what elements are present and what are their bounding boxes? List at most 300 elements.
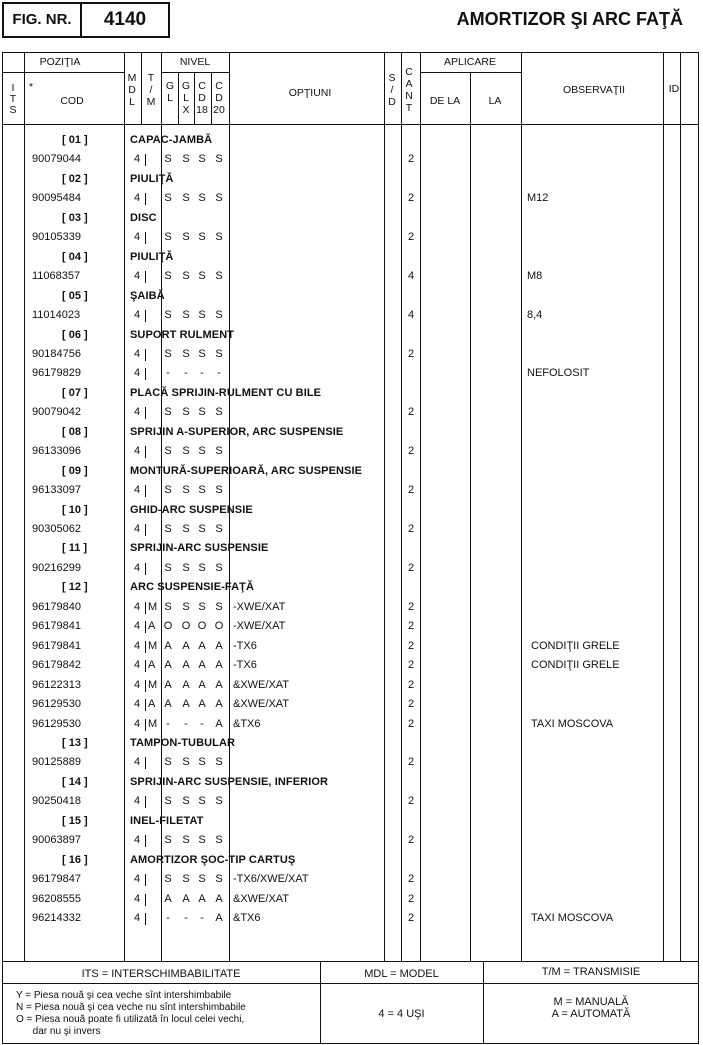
model-value: 4 [134,639,141,652]
level-value: - [200,912,204,924]
figure-number: 4140 [103,9,147,30]
position-number: [ 15 ] [62,814,88,827]
legend-its-title: ITS = INTERSCHIMBABILITATE [81,968,241,980]
row-tick [229,874,230,886]
option-value: &TX6 [233,717,261,730]
part-code: 96214332 [32,912,81,924]
level-value: S [215,309,223,322]
part-code: 96179829 [32,367,81,380]
parts-table [2,52,699,962]
row-tick [145,796,146,808]
row-tick [145,641,146,653]
part-code: 90079042 [32,406,81,419]
level-value: S [164,406,172,419]
row-tick [145,757,146,769]
observation-value: TAXI MOSCOVA [531,912,614,924]
level-value: S [182,834,190,847]
level-value: A [215,717,223,730]
part-code: 96179842 [32,659,81,672]
position-number: [ 02 ] [62,172,88,185]
level-value: A [215,678,223,691]
part-code: 96179847 [32,873,81,886]
level-value: S [198,406,206,419]
level-value: S [164,561,172,574]
level-value: S [198,231,206,244]
level-value: O [214,620,224,633]
level-value: S [182,445,190,458]
quantity-value: 2 [408,912,415,924]
level-value: S [164,192,172,205]
model-value: 4 [134,698,141,711]
level-value: O [163,620,173,633]
grid-vline [663,52,664,962]
group-title: PLACĂ SPRIJIN-RULMENT CU BILE [130,386,322,399]
level-value: S [198,153,206,166]
grid-vline [401,52,402,962]
level-value: S [164,600,172,613]
level-value: A [215,892,223,905]
part-code: 96129530 [32,717,81,730]
row-tick [145,660,146,672]
quantity-value: 2 [408,192,415,205]
level-value: A [215,912,223,924]
part-code: 90105339 [32,231,81,244]
grid-vline [521,52,522,962]
level-value: S [182,873,190,886]
row-tick [229,310,230,322]
page-title: AMORTIZOR ŞI ARC FAŢĂ [456,9,683,29]
col-observatii: OBSERVAŢII [562,84,626,96]
level-value: S [182,347,190,360]
position-number: [ 09 ] [62,464,88,477]
col-star: * [28,81,34,93]
row-tick [229,621,230,633]
level-value: A [215,659,223,672]
row-tick [145,446,146,458]
quantity-value: 2 [408,892,415,905]
row-tick [229,349,230,361]
position-number: [ 16 ] [62,853,88,866]
group-title: SPRIJIN A-SUPERIOR, ARC SUSPENSIE [130,425,344,438]
grid-vline [384,52,385,962]
quantity-value: 4 [408,270,415,283]
row-tick [145,719,146,731]
grid-hline [2,72,124,73]
quantity-value: 2 [408,347,415,360]
observation-value: NEFOLOSIT [527,367,590,380]
position-number: [ 11 ] [62,542,88,555]
row-tick [145,368,146,380]
level-value: S [164,270,172,283]
col-cd18: C D 18 [196,80,208,116]
level-value: S [164,484,172,497]
level-value: S [182,756,190,769]
level-value: - [200,367,204,380]
level-value: S [182,523,190,535]
col-de-la: DE LA [429,95,461,107]
level-value: S [215,834,223,847]
part-code: 90216299 [32,561,81,574]
quantity-value: 2 [408,698,415,711]
figure-number-box [2,2,170,38]
legend-mdl-value: 4 = 4 UŞI [378,1008,425,1020]
grid-hline [420,72,521,73]
level-value: S [182,406,190,419]
part-code: 90184756 [32,347,81,360]
level-value: S [182,561,190,574]
level-value: S [198,756,206,769]
quantity-value: 2 [408,873,415,886]
model-value: 4 [134,270,141,283]
level-value: S [164,347,172,360]
row-tick [145,232,146,244]
row-tick [145,349,146,361]
col-glx: G L X [181,80,191,116]
level-value: S [198,484,206,497]
part-code: 96179841 [32,639,81,652]
group-title: AMORTIZOR ŞOC-TIP CARTUŞ [130,853,296,866]
model-value: 4 [134,523,141,535]
group-title: ARC SUSPENSIE-FAŢĂ [130,581,255,594]
col-aplicare: APLICARE [444,56,496,68]
level-value: A [198,698,206,711]
level-value: A [215,698,223,711]
transmission-value: M [148,717,158,730]
level-value: A [182,678,190,691]
group-title: SPRIJIN-ARC SUSPENSIE, INFERIOR [130,775,329,788]
grid-hline [2,124,699,125]
col-its: I T S [9,82,17,116]
group-title: SPRIJIN-ARC SUSPENSIE [130,542,269,555]
level-value: A [182,659,190,672]
level-value: S [215,873,223,886]
group-title: GHID-ARC SUSPENSIE [130,503,253,516]
level-value: A [198,639,206,652]
option-value: -XWE/XAT [233,600,286,613]
position-number: [ 07 ] [62,386,88,399]
position-number: [ 03 ] [62,211,88,224]
part-code: 90125889 [32,756,81,769]
level-value: A [164,698,172,711]
position-number: [ 01 ] [62,134,88,146]
quantity-value: 2 [408,717,415,730]
level-value: A [198,659,206,672]
grid-vline [141,52,142,124]
group-title: ŞAIBĂ [130,289,165,302]
level-value: S [182,600,190,613]
option-value: -TX6 [233,659,257,672]
model-value: 4 [134,484,141,497]
level-value: S [198,873,206,886]
level-value: S [215,795,223,808]
row-tick [229,407,230,419]
position-number: [ 10 ] [62,503,88,516]
row-tick [229,894,230,906]
model-value: 4 [134,231,141,244]
quantity-value: 2 [408,561,415,574]
level-value: S [198,347,206,360]
row-tick [229,524,230,536]
quantity-value: 2 [408,678,415,691]
model-value: 4 [134,620,141,633]
model-value: 4 [134,795,141,808]
position-number: [ 12 ] [62,581,88,594]
level-value: S [182,192,190,205]
part-code: 90305062 [32,523,81,535]
level-value: S [198,309,206,322]
quantity-value: 2 [408,406,415,419]
row-tick [229,271,230,283]
row-tick [229,641,230,653]
part-code: 11014023 [32,309,81,322]
row-tick [229,835,230,847]
model-value: 4 [134,678,141,691]
row-tick [229,796,230,808]
row-tick [145,602,146,614]
level-value: S [182,270,190,283]
row-tick [229,680,230,692]
level-value: S [182,484,190,497]
level-value: A [164,678,172,691]
group-title: PIULIŢĂ [130,250,174,263]
row-tick [229,563,230,575]
level-value: S [215,561,223,574]
quantity-value: 2 [408,445,415,458]
transmission-value: A [148,659,156,672]
option-value: -XWE/XAT [233,620,286,633]
level-value: S [215,153,223,166]
col-nivel: NIVEL [179,56,211,68]
quantity-value: 2 [408,834,415,847]
level-value: A [215,639,223,652]
part-code: 96208555 [32,892,81,905]
model-value: 4 [134,309,141,322]
level-value: A [198,678,206,691]
level-value: S [215,347,223,360]
col-gl: G L [165,80,175,104]
quantity-value: 2 [408,795,415,808]
level-value: S [198,795,206,808]
row-tick [145,835,146,847]
level-value: S [164,834,172,847]
row-tick [229,719,230,731]
option-value: -TX6/XWE/XAT [233,873,309,886]
level-value: S [198,445,206,458]
option-value: &XWE/XAT [233,892,290,905]
level-value: S [164,873,172,886]
model-value: 4 [134,756,141,769]
level-value: S [164,756,172,769]
model-value: 4 [134,153,141,166]
position-number: [ 08 ] [62,425,88,438]
col-la: LA [488,95,502,107]
level-value: S [215,231,223,244]
part-code: 90095484 [32,192,81,205]
grid-vline [470,72,471,124]
part-code: 11068357 [32,270,81,283]
model-value: 4 [134,834,141,847]
col-optiuni: OPŢIUNI [288,87,332,99]
grid-vline [680,52,681,962]
level-value: - [217,367,221,380]
level-value: S [182,231,190,244]
model-value: 4 [134,445,141,458]
transmission-value: A [148,620,156,633]
row-tick [145,271,146,283]
position-number: [ 13 ] [62,736,88,749]
level-value: S [182,153,190,166]
col-id: ID [668,83,680,95]
model-value: 4 [134,406,141,419]
row-tick [145,563,146,575]
level-value: A [164,659,172,672]
level-value: S [215,406,223,419]
level-value: S [215,756,223,769]
level-value: S [164,153,172,166]
grid-vline [24,52,25,962]
model-value: 4 [134,561,141,574]
row-tick [229,699,230,711]
level-value: - [166,717,170,730]
model-value: 4 [134,717,141,730]
row-tick [229,485,230,497]
grid-vline [124,52,125,962]
transmission-value: A [148,698,156,711]
level-value: S [215,270,223,283]
observation-value: M8 [527,270,543,283]
quantity-value: 2 [408,659,415,672]
row-tick [145,894,146,906]
model-value: 4 [134,367,141,380]
group-title: INEL-FILETAT [130,814,204,827]
legend-mdl-title: MDL = MODEL [364,968,439,980]
row-tick [229,446,230,458]
row-tick [229,757,230,769]
level-value: S [215,484,223,497]
group-title: PIULIŢĂ [130,172,174,185]
row-tick [145,874,146,886]
model-value: 4 [134,347,141,360]
group-title: MONTURĂ-SUPERIOARĂ, ARC SUSPENSIE [130,464,363,477]
part-code: 96179841 [32,620,81,633]
level-value: S [198,192,206,205]
level-value: S [198,600,206,613]
model-value: 4 [134,873,141,886]
level-value: A [198,892,206,905]
transmission-value: M [148,678,158,691]
level-value: O [197,620,207,633]
observation-value: 8,4 [527,309,543,322]
level-value: S [198,561,206,574]
level-value: S [215,445,223,458]
row-tick [145,680,146,692]
quantity-value: 2 [408,620,415,633]
level-value: S [164,523,172,535]
quantity-value: 2 [408,484,415,497]
level-value: S [198,270,206,283]
group-title: CAPAC-JAMBĂ [130,134,213,146]
level-value: S [215,523,223,535]
position-number: [ 04 ] [62,250,88,263]
row-tick [229,660,230,672]
group-title: TAMPON-TUBULAR [130,736,236,749]
row-tick [145,154,146,166]
grid-hline [161,72,229,73]
part-code: 96133097 [32,484,81,497]
grid-vline [470,124,471,962]
part-code: 96129530 [32,698,81,711]
col-cant: C A N T [405,66,413,114]
level-value: S [182,309,190,322]
level-value: - [184,912,188,924]
grid-vline [178,72,179,124]
quantity-value: 2 [408,231,415,244]
row-tick [229,193,230,205]
level-value: S [215,600,223,613]
model-value: 4 [134,600,141,613]
row-tick [229,368,230,380]
part-code: 96179840 [32,600,81,613]
level-value: - [184,367,188,380]
legend-its-text: Y = Piesa nouă şi cea veche sînt intershimbabile N = Piesa nouă şi cea veche nu sînt intershimbabile O = Piesa nouă poate fi utilizată în locul celei vechi, dar nu şi invers [16,990,246,1037]
level-value: A [182,892,190,905]
level-value: S [198,834,206,847]
transmission-value: M [148,639,158,652]
legend-header-line [2,983,699,984]
col-tm: T / M [146,72,156,108]
row-tick [229,154,230,166]
model-value: 4 [134,659,141,672]
quantity-value: 2 [408,756,415,769]
row-tick [145,913,146,925]
level-value: A [164,892,172,905]
transmission-value: M [148,600,158,613]
col-cod: COD [60,95,84,107]
col-pozitia: POZIŢIA [39,56,81,68]
row-tick [145,699,146,711]
group-title: SUPORT RULMENT [130,328,235,341]
level-value: - [166,367,170,380]
level-value: S [198,523,206,535]
observation-value: CONDIŢII GRELE [531,639,620,652]
model-value: 4 [134,892,141,905]
level-value: A [182,698,190,711]
level-value: - [200,717,204,730]
row-tick [229,913,230,925]
part-code: 90063897 [32,834,81,847]
part-code: 90250418 [32,795,81,808]
option-value: &TX6 [233,912,261,924]
figure-label: FIG. NR. [4,4,82,36]
level-value: S [182,795,190,808]
level-value: S [215,192,223,205]
quantity-value: 2 [408,639,415,652]
row-tick [145,485,146,497]
group-title: DISC [130,211,157,224]
level-value: - [166,912,170,924]
col-mdl: M D L [127,72,137,108]
col-sd: S / D [388,72,396,108]
option-value: &XWE/XAT [233,678,290,691]
level-value: O [181,620,191,633]
level-value: S [164,231,172,244]
quantity-value: 2 [408,600,415,613]
legend-tm-title: T/M = TRANSMISIE [541,966,641,978]
level-value: A [182,639,190,652]
row-tick [145,310,146,322]
row-tick [145,621,146,633]
grid-vline [420,52,421,962]
